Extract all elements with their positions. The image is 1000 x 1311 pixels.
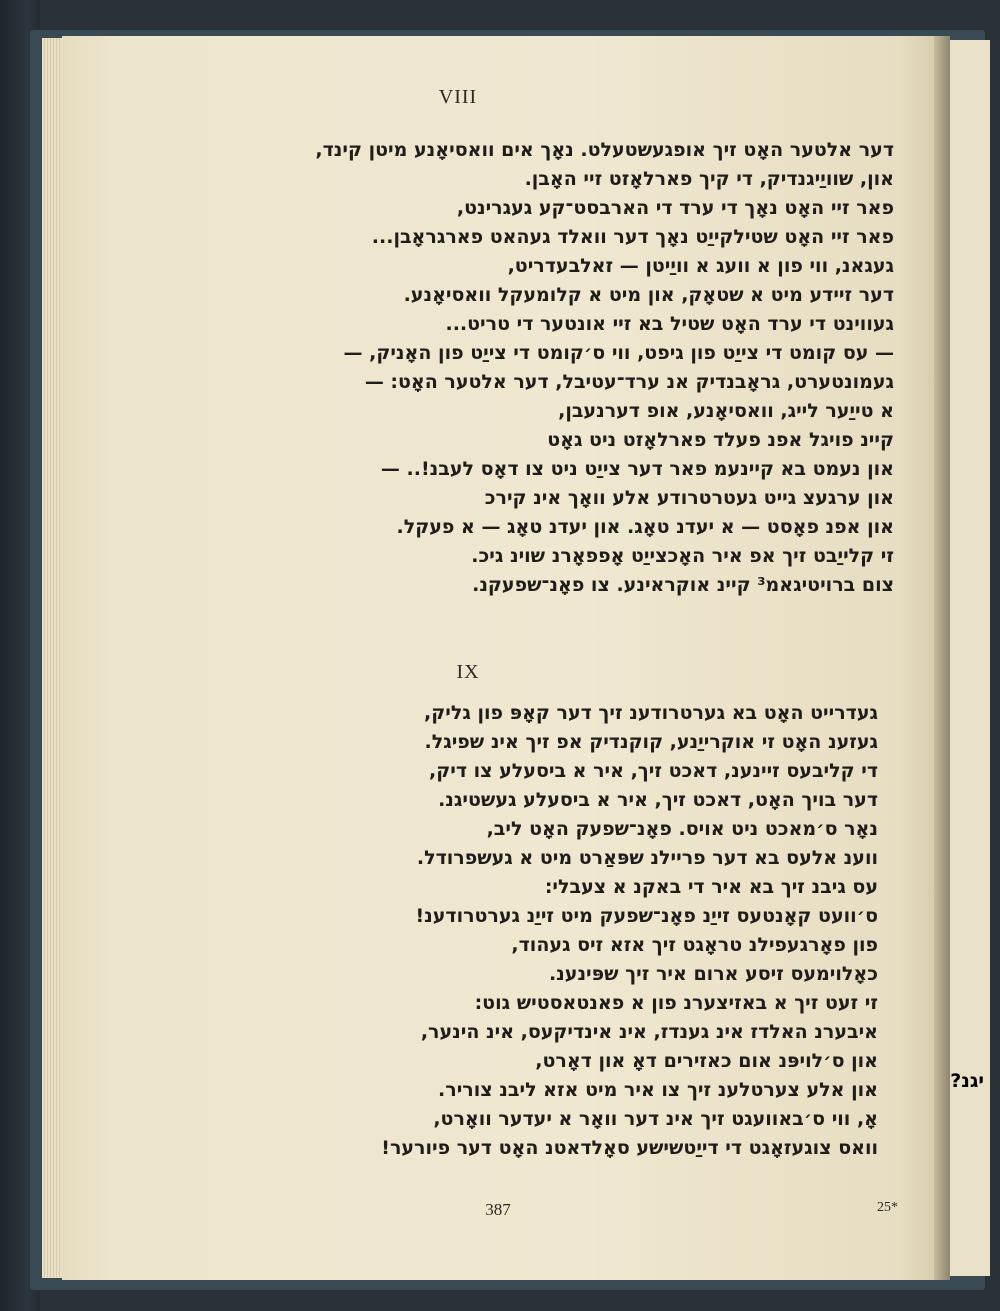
poem-line: געווינט די ערד האָט שטיל בא זיי אונטער די טריט... bbox=[445, 313, 894, 335]
signature-mark: 25* bbox=[877, 1200, 898, 1215]
section-heading-viii: VIII bbox=[438, 86, 478, 108]
poem-line: געגאנ, ווי פון א וועג א וויַיטן — זאלבעדריט, bbox=[507, 255, 894, 277]
poem-line: נאָר ס׳מאכט ניט אויס. פאָנ־שפעק האָט ליב, bbox=[486, 818, 878, 840]
poem-line: און ס׳לויפּנ אום כאזירים דאָ און דאָרט, bbox=[535, 1050, 878, 1072]
poem-line: פאר זיי האָט נאָך די ערד די הארבסט־קע געגרינט, bbox=[456, 197, 894, 219]
poem-line: און אלע צערטלענ זיך צו איר מיט אזא ליבנ צוריר. bbox=[438, 1079, 878, 1101]
poem-line: דער אלטער האָט זיך אופגעשטעלט. נאָך אים וואסיאָנע מיטן קינד, bbox=[315, 139, 894, 161]
poem-line: זי קלייַבט זיך אפ איר האָכצייַט אָפפאָרנ שוינ גיכ. bbox=[471, 545, 894, 567]
poem-line: די קליבעס זיינענ, דאכט זיך, איר א ביסעלע צו דיק, bbox=[429, 760, 878, 782]
page-number: 387 bbox=[485, 1200, 511, 1219]
poem-line: וואס צוגעזאָגט די דייַטשישע סאָלדאטנ האָט דער פיורער! bbox=[381, 1137, 878, 1159]
poem-section-ix bbox=[118, 699, 878, 1163]
poem-line: פאר זיי האָט שטילקייַט נאָך דער וואלד געהאט פארגראָבן... bbox=[371, 226, 894, 248]
poem-line: ווענ אלעס בא דער פריילנ שפּאַרט מיט א געשפרודל. bbox=[416, 847, 878, 869]
poem-line: זי זעט זיך א באזיצערנ פון א פאנטאסטיש גוט: bbox=[474, 992, 878, 1014]
poem-line: און אפנ פאָסט — א יעדנ טאָג. און יעדנ טאָג — א פעקל. bbox=[396, 516, 894, 538]
poem-line: געזענ האָט זי אוקרייַנע, קוקנדיק אפ זיך אינ שפיגל. bbox=[424, 731, 878, 753]
adjacent-page bbox=[950, 40, 990, 1276]
poem-line: כאָלוימעס זיסע ארום איר זיך שפּינענ. bbox=[548, 963, 878, 985]
poem-line: קיינ פויגל אפנ פעלד פארלאָזט ניט גאָט bbox=[547, 429, 894, 451]
poem-line: דער זיידע מיט א שטאָק, און מיט א קלומעקל וואסיאָנע. bbox=[403, 284, 894, 306]
poem-line: געדרייט האָט בא גערטרודענ זיך דער קאָפּ פון גליק, bbox=[424, 702, 878, 724]
poem-line: א טייַער לייג, וואסיאָנע, אופ דערנעבן, bbox=[558, 400, 894, 422]
poem-line: איבערנ האלדז אינ גענדז, אינ אינדיקעס, אינ הינער, bbox=[420, 1021, 878, 1043]
page-gutter bbox=[934, 36, 950, 1280]
poem-line: פון פאָרגעפילנ טראָגט זיך אזא זיס געהוד, bbox=[511, 934, 878, 956]
poem-line: ס׳וועט קאָנטעס זייַנ פאָנ־שפעק מיט זייַנ גערטרודענ! bbox=[415, 905, 878, 927]
poem-line: דער בויך האָט, דאכט זיך, איר א ביסעלע געשטיגנ. bbox=[438, 789, 878, 811]
poem-line: און, שוויַיגנדיק, די קיך פארלאָזט זיי האָבן. bbox=[524, 168, 894, 190]
poem-line: און נעמט בא קיינעמ פאר דער צייַט ניט צו דאָס לעבנ!.. — bbox=[380, 458, 894, 480]
poem-section-viii bbox=[134, 136, 894, 600]
poem-line: צום ברויטיגאמ³ קיינ אוקראינע. צו פאָנ־שפעקנ. bbox=[472, 574, 894, 596]
adjacent-page-fragment: יגנ? bbox=[950, 1070, 984, 1092]
section-heading-ix: IX bbox=[456, 661, 480, 683]
book-page bbox=[62, 36, 934, 1280]
poem-line: — עס קומט די צייַט פון גיפט, ווי ס׳קומט די צייַט פון האָניק, — bbox=[343, 342, 894, 364]
poem-line: אָ, ווי ס׳באוועגט זיך אינ דער וואָר א יעדער וואָרט, bbox=[433, 1108, 878, 1130]
poem-line: עס גיבנ זיך בא איר די באקנ א צעבלי: bbox=[544, 876, 878, 898]
poem-line: געמונטערט, גראָבנדיק אנ ערד־עטיבל, דער אלטער האָט: — bbox=[364, 371, 894, 393]
poem-line: און ערגעצ גייט געטרטרודע אלע וואָך אינ קירכ bbox=[484, 487, 894, 509]
